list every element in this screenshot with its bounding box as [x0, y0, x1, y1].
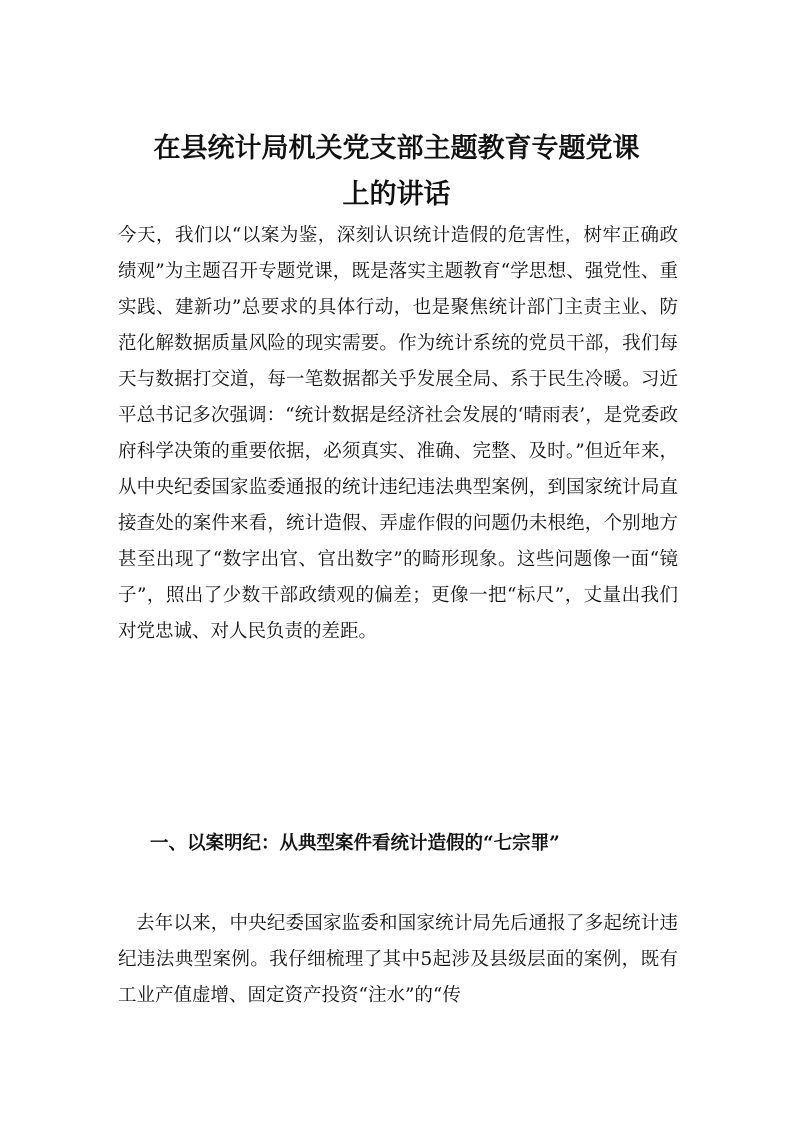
document-title-line-1: 在县统计局机关党支部主题教育专题党课	[153, 133, 640, 164]
body-paragraph-1: 今天，我们以“以案为鉴，深刻认识统计造假的危害性，树牢正确政绩观”为主题召开专题党课，既是落实主题教育“学思想、强党性、重实践、建新功”总要求的具体行动，也是聚焦统计部门主责主业、防范化解数据质量风险的现实需要。作为统计系统的党员干部，我们每天与数据打交道，每一笔数据都关乎发展全局、系于民生冷暖。习近平总书记多次强调：“统计数据是经济社会发展的‘晴雨表’，是党委政府科学决策的重要依据，必须真实、准确、完整、及时。”但近年来，从中央纪委国家监委通报的统计违纪违法典型案例，到国家统计局直接查处的案件来看，统计造假、弄虚作假的问题仍未根绝，个别地方甚至出现了“数字出官、官出数字”的畸形现象。这些问题像一面“镜子”，照出了少数干部政绩观的偏差；更像一把“标尺”，丈量出我们对党忠诚、对人民负责的差距。	[118, 225, 678, 642]
section-heading-1: 一、以案明纪：从典型案件看统计造假的“七宗罪”	[150, 833, 560, 854]
body-paragraph-2: 去年以来，中央纪委国家监委和国家统计局先后通报了多起统计违纪违法典型案例。我仔细梳理了其中5起涉及县级层面的案例，既有工业产值虚增、固定资产投资“注水”的“传	[118, 913, 678, 1006]
document-title-line-2: 上的讲话	[342, 179, 451, 210]
